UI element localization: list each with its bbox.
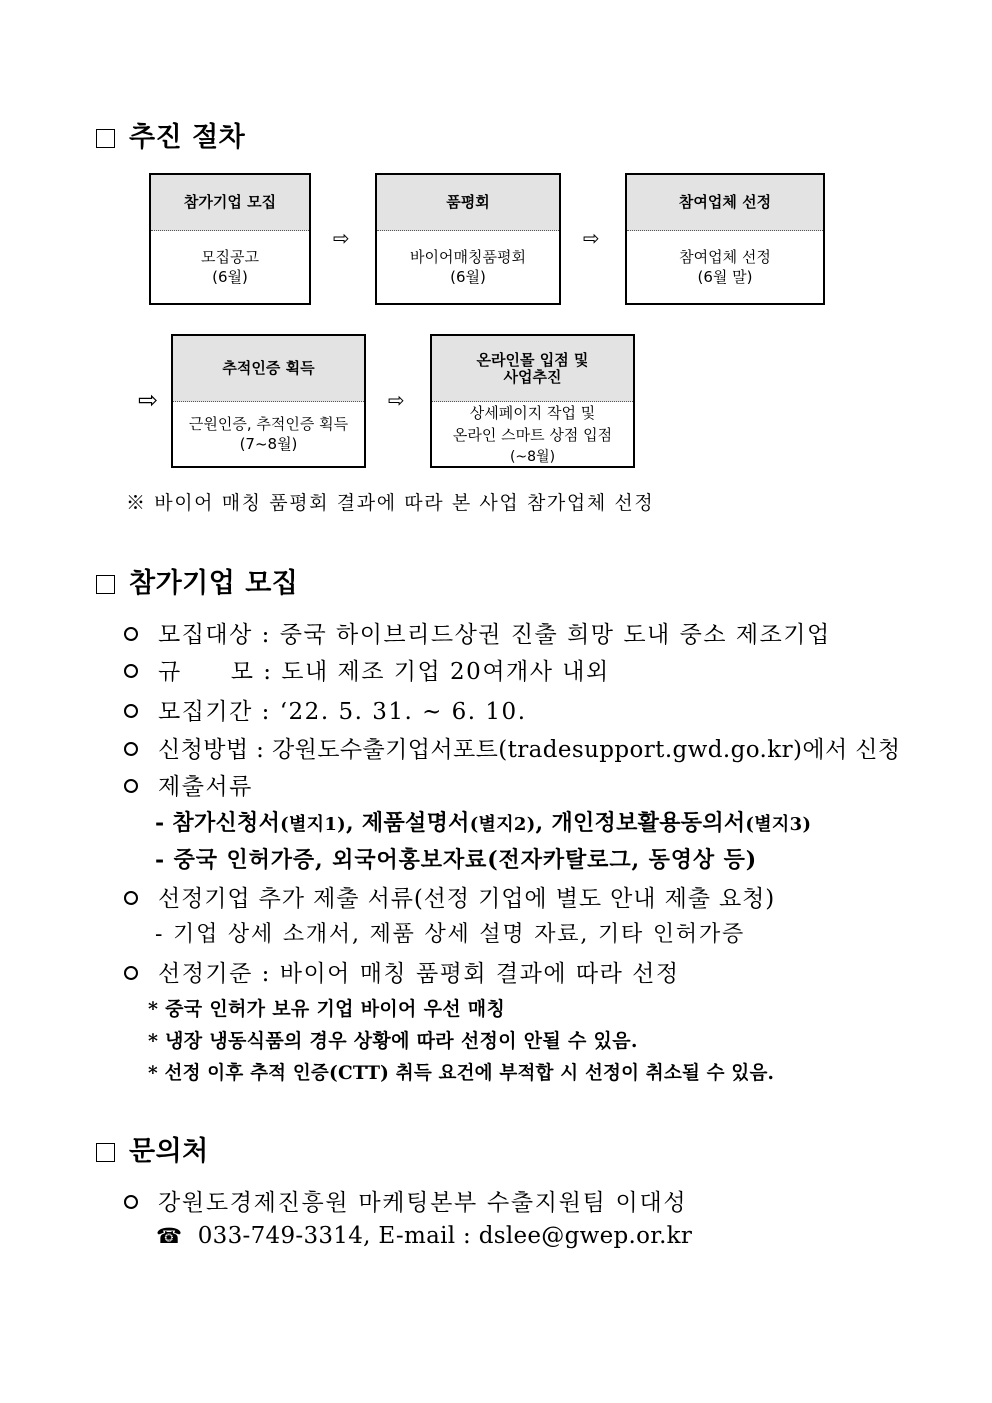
flow-step-evaluation	[375, 173, 561, 305]
flow-step-line: 모집공고	[201, 248, 259, 266]
flow-step-title: 참가기업 모집	[151, 175, 309, 231]
phone-icon: ☎	[156, 1224, 183, 1248]
flow-step-title: 추적인증 획득	[173, 336, 364, 402]
flow-step-line: (6월 말)	[697, 268, 753, 286]
criteria-note: * 중국 인허가 보유 기업 바이어 우선 매칭	[148, 998, 506, 1020]
criteria-note: * 선정 이후 추적 인증(CTT) 취득 요건에 부적합 시 선정이 취소될 수 있음.	[148, 1063, 775, 1084]
circle-bullet-icon	[124, 704, 138, 718]
flow-step-line: 바이어매칭품평회	[410, 248, 526, 266]
list-item: 선정기업 추가 제출 서류(선정 기업에 별도 안내 제출 요청)	[124, 880, 775, 913]
procedure-note: ※ 바이어 매칭 품평회 결과에 따라 본 사업 참가업체 선정	[126, 492, 655, 514]
extra-detail: - 기업 상세 소개서, 제품 상세 설명 자료, 기타 인허가증	[155, 922, 746, 947]
flow-step-line: 온라인 스마트 상점 입점	[452, 426, 613, 444]
checkbox-square-icon	[96, 1143, 115, 1162]
criteria-note: * 냉장 냉동식품의 경우 상황에 따라 선정이 안될 수 있음.	[148, 1030, 638, 1052]
circle-bullet-icon	[124, 664, 138, 678]
arrow-right-icon: ⇨	[138, 386, 159, 414]
circle-bullet-icon	[124, 627, 138, 641]
flow-step-title: 참여업체 선정	[627, 175, 823, 231]
flow-step-line: 근원인증, 추적인증 획득	[188, 415, 349, 433]
arrow-right-icon: ⇨	[388, 388, 405, 412]
flow-step-line: (~8월)	[509, 449, 556, 465]
list-item: 규 모 : 도내 제조 기업 20여개사 내외	[124, 653, 610, 686]
flow-step-line: (7~8월)	[239, 435, 298, 453]
circle-bullet-icon	[124, 891, 138, 905]
checkbox-square-icon	[96, 575, 115, 594]
list-item: 모집기간 : ‘22. 5. 31. ~ 6. 10.	[124, 693, 527, 726]
section-heading-recruit: 참가기업 모집	[96, 561, 298, 600]
circle-bullet-icon	[124, 966, 138, 980]
section-heading-contact: 문의처	[96, 1129, 209, 1168]
flow-step-selection	[625, 173, 825, 305]
list-item: 모집대상 : 중국 하이브리드상권 진출 희망 도내 중소 제조기업	[124, 616, 831, 649]
flow-step-line: 상세페이지 작업 및	[469, 404, 596, 422]
flow-step-online-mall	[430, 334, 635, 468]
list-item: 신청방법 : 강원도수출기업서포트(tradesupport.gwd.go.kr)에서 신청	[124, 731, 901, 764]
arrow-right-icon: ⇨	[333, 226, 350, 250]
flow-step-recruit	[149, 173, 311, 305]
doc-list-item: - 중국 인허가증, 외국어홍보자료(전자카탈로그, 동영상 등)	[155, 847, 758, 873]
flow-step-line: 참여업체 선정	[679, 248, 771, 266]
flow-step-certification	[171, 334, 366, 468]
circle-bullet-icon	[124, 1195, 138, 1209]
flow-step-line: (6월)	[212, 268, 248, 286]
list-item: 제출서류	[124, 768, 253, 801]
circle-bullet-icon	[124, 779, 138, 793]
checkbox-square-icon	[96, 129, 115, 148]
flow-step-title: 온라인몰 입점 및 사업추진	[432, 336, 633, 402]
section-heading-procedure: 추진 절차	[96, 115, 245, 154]
contact-phone: ☎ 033-749-3314, E-mail : dslee@gwep.or.kr	[156, 1223, 693, 1249]
circle-bullet-icon	[124, 742, 138, 756]
flow-step-title: 품평회	[377, 175, 559, 231]
arrow-right-icon: ⇨	[583, 226, 600, 250]
contact-org: 강원도경제진흥원 마케팅본부 수출지원팀 이대성	[124, 1184, 687, 1217]
flow-step-line: (6월)	[450, 268, 486, 286]
list-item: 선정기준 : 바이어 매칭 품평회 결과에 따라 선정	[124, 955, 680, 988]
doc-list-item: - 참가신청서(별지1), 제품설명서(별지2), 개인정보활용동의서(별지3)	[155, 810, 812, 836]
